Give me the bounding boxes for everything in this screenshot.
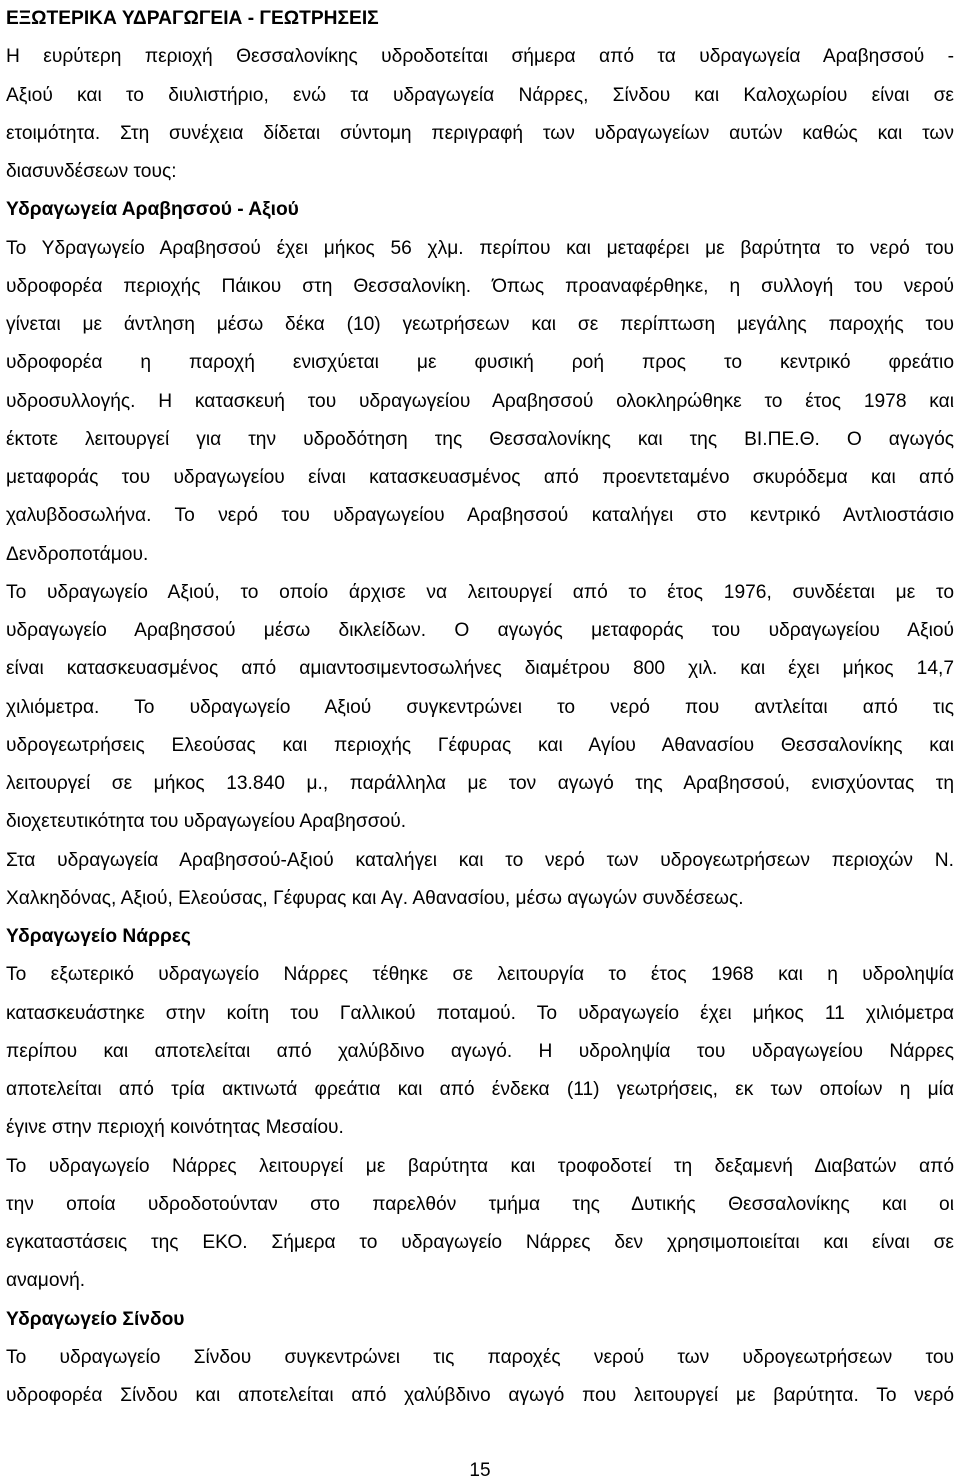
section-heading: Υδραγωγείο Νάρρες <box>6 926 191 947</box>
text-line: χιλιόμετρα. Το υδραγωγείο Αξιού συγκεντρώνει το νερό που αντλείται από τις <box>6 696 954 718</box>
text-line: περίπου και αποτελείται από χαλύβδινο αγωγό. Η υδροληψία του υδραγωγείου Νάρρες <box>6 1040 954 1062</box>
text-line: μεταφοράς του υδραγωγείου είναι κατασκευασμένος από προεντεταμένο σκυρόδεμα και από <box>6 467 954 488</box>
text-line: Το εξωτερικό υδραγωγείο Νάρρες τέθηκε σε λειτουργία το έτος 1968 και η υδροληψία <box>6 964 954 986</box>
section-heading: Υδραγωγείο Σίνδου <box>6 1308 185 1330</box>
text-line: διοχετευτικότητα του υδραγωγείου Αραβησσού. <box>6 811 407 833</box>
text-line: υδραγωγείο Αραβησσού μέσω δικλείδων. Ο αγωγός μεταφοράς του υδραγωγείου Αξιού <box>6 620 954 641</box>
document-page <box>6 0 954 1415</box>
text-line: Αξιού και το διυλιστήριο, ενώ τα υδραγωγεία Νάρρες, Σίνδου και Καλοχωρίου είναι σε <box>6 84 954 106</box>
text-line: ετοιμότητα. Στη συνέχεια δίδεται σύντομη περιγραφή των υδραγωγείων αυτών καθώς και των <box>6 122 954 144</box>
text-line: εγκαταστάσεις της ΕΚΟ. Σήμερα το υδραγωγείο Νάρρες δεν χρησιμοποιείται και είναι σε <box>6 1232 954 1253</box>
text-line: υδροφορέα περιοχής Πάικου στη Θεσσαλονίκη. Όπως προαναφέρθηκε, η συλλογή του νερού <box>6 275 954 297</box>
text-line: είναι κατασκευασμένος από αμιαντοσιμεντοσωλήνες διαμέτρου 800 χιλ. και έχει μήκος 14,7 <box>6 658 954 680</box>
text-line: υδροφορέα η παροχή ενισχύεται με φυσική ροή προς το κεντρικό φρεάτιο <box>6 352 954 374</box>
text-line: έγινε στην περιοχή κοινότητας Μεσαίου. <box>6 1117 344 1139</box>
text-line: Η ευρύτερη περιοχή Θεσσαλονίκης υδροδοτείται σήμερα από τα υδραγωγεία Αραβησσού - <box>6 46 954 68</box>
text-line: κατασκευάστηκε στην κοίτη του Γαλλικού ποταμού. Το υδραγωγείο έχει μήκος 11 χιλιόμετρα <box>6 1002 954 1024</box>
section-heading: Υδραγωγεία Αραβησσού - Αξιού <box>6 199 299 221</box>
text-line: Χαλκηδόνας, Αξιού, Ελεούσας, Γέφυρας και Αγ. Αθανασίου, μέσω αγωγών συνδέσεως. <box>6 887 744 909</box>
text-line: αποτελείται από τρία ακτινωτά φρεάτια και από ένδεκα (11) γεωτρήσεις, εκ των οποίων η μία <box>6 1079 954 1100</box>
document-body <box>6 38 954 1415</box>
section-title: ΕΞΩΤΕΡΙΚΑ ΥΔΡΑΓΩΓΕΙΑ - ΓΕΩΤΡΗΣΕΙΣ <box>6 8 379 29</box>
text-line: υδρογεωτρήσεις Ελεούσας και περιοχής Γέφυρας και Αγίου Αθανασίου Θεσσαλονίκης και <box>6 734 954 756</box>
text-line: την οποία υδροδοτούνταν στο παρελθόν τμήμα της Δυτικής Θεσσαλονίκης και οι <box>6 1193 954 1215</box>
text-line: Το υδραγωγείο Νάρρες λειτουργεί με βαρύτητα και τροφοδοτεί τη δεξαμενή Διαβατών από <box>6 1155 954 1177</box>
text-line: Στα υδραγωγεία Αραβησσού-Αξιού καταλήγει και το νερό των υδρογεωτρήσεων περιοχών Ν. <box>6 849 954 871</box>
text-line: αναμονή. <box>6 1270 86 1292</box>
text-line: έκτοτε λειτουργεί για την υδροδότηση της Θεσσαλονίκης και της ΒΙ.ΠΕ.Θ. Ο αγωγός <box>6 428 954 450</box>
text-line: Το υδραγωγείο Σίνδου συγκεντρώνει τις παροχές νερού των υδρογεωτρήσεων του <box>6 1346 954 1368</box>
text-line: χαλυβδοσωλήνα. Το νερό του υδραγωγείου Αραβησσού καταλήγει στο κεντρικό Αντλιοστάσιο <box>6 505 954 527</box>
text-line: Δενδροποτάμου. <box>6 543 149 565</box>
text-line: γίνεται με άντληση μέσω δέκα (10) γεωτρήσεων και σε περίπτωση μεγάλης παροχής του <box>6 314 954 335</box>
text-line: υδροφορέα Σίνδου και αποτελείται από χαλύβδινο αγωγό που λειτουργεί με βαρύτητα. Το νερό <box>6 1385 954 1406</box>
text-line: υδροσυλλογής. Η κατασκευή του υδραγωγείου Αραβησσού ολοκληρώθηκε το έτος 1978 και <box>6 390 954 412</box>
text-line: διασυνδέσεων τους: <box>6 161 177 182</box>
text-line: λειτουργεί σε μήκος 13.840 μ., παράλληλα με τον αγωγό της Αραβησσού, ενισχύοντας τη <box>6 773 954 794</box>
text-line: Το Υδραγωγείο Αραβησσού έχει μήκος 56 χλμ. περίπου και μεταφέρει με βαρύτητα το νερό του <box>6 237 954 259</box>
page-number: 15 <box>469 1460 491 1481</box>
text-line: Το υδραγωγείο Αξιού, το οποίο άρχισε να λειτουργεί από το έτος 1976, συνδέεται με το <box>6 581 954 603</box>
